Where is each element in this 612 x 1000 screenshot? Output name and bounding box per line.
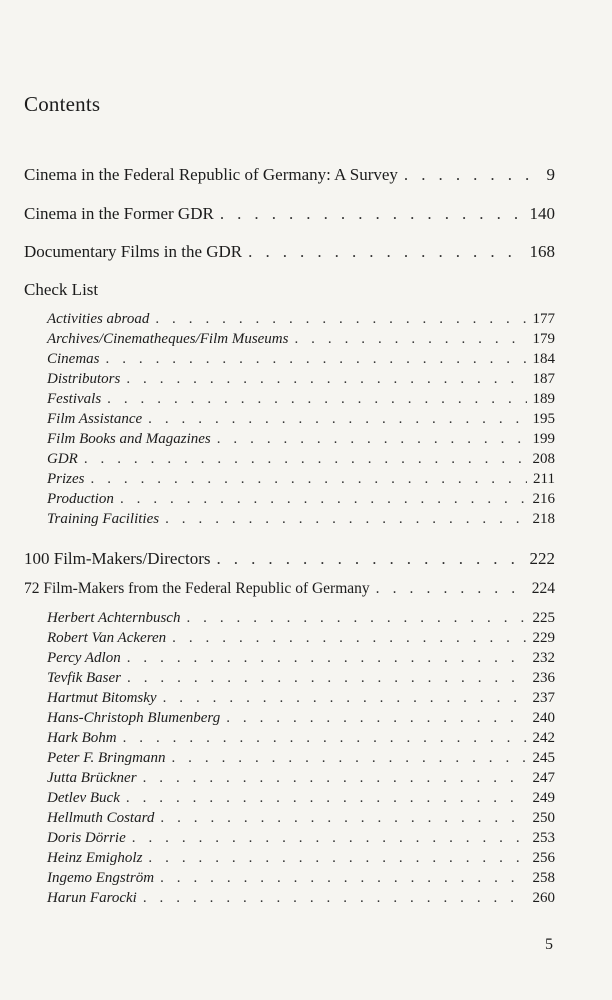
- toc-subentry: [47, 830, 555, 847]
- leader-dots: [123, 730, 527, 747]
- toc-entry-page: 224: [531, 580, 555, 597]
- toc-subentry: [47, 710, 555, 727]
- toc-subentry-title: Hark Bohm: [47, 730, 117, 746]
- toc-subentry-page: 229: [532, 630, 555, 646]
- toc-subentry-page: 245: [532, 750, 555, 766]
- toc-subentry-title: GDR: [47, 451, 78, 467]
- leader-dots: [220, 204, 524, 224]
- toc-subentry: [47, 331, 555, 348]
- leader-dots: [217, 549, 524, 569]
- toc-subentry-title: Production: [47, 491, 114, 507]
- leader-dots: [172, 630, 526, 647]
- toc-subentry-title: Heinz Emigholz: [47, 850, 143, 866]
- toc-subentry: [47, 690, 555, 707]
- toc-subentry-title: Doris Dörrie: [47, 830, 126, 846]
- toc-subentry-page: 216: [532, 491, 555, 507]
- toc-entry-page: 168: [529, 242, 555, 261]
- leader-dots: [126, 371, 526, 388]
- toc-subentry: [47, 411, 555, 428]
- leader-dots: [148, 850, 526, 867]
- toc-subentry: [47, 790, 555, 807]
- toc-entry: [24, 204, 555, 224]
- toc-entry: [24, 580, 555, 598]
- toc-entry: [24, 242, 555, 262]
- toc-subentry-page: 240: [532, 710, 555, 726]
- leader-dots: [404, 165, 541, 185]
- leader-dots: [127, 670, 526, 687]
- toc-subentry-page: 208: [532, 451, 555, 467]
- page-number: 5: [545, 936, 553, 953]
- toc-subentry-title: Prizes: [47, 471, 85, 487]
- toc-subentry: [47, 610, 555, 627]
- toc-subentry: [47, 650, 555, 667]
- leader-dots: [106, 351, 527, 368]
- toc-subentry: [47, 810, 555, 827]
- toc-subentry-page: 218: [532, 511, 555, 527]
- toc-subentry-page: 177: [532, 311, 555, 327]
- toc-entry: [24, 549, 555, 569]
- leader-dots: [163, 690, 527, 707]
- toc-subentry-title: Jutta Brückner: [47, 770, 137, 786]
- toc-entry-page: 140: [529, 204, 555, 223]
- toc-subentry: [47, 311, 555, 328]
- leader-dots: [132, 830, 527, 847]
- toc-subentry: [47, 770, 555, 787]
- toc-subentry-page: 249: [532, 790, 555, 806]
- leader-dots: [294, 331, 526, 348]
- toc-subentry: [47, 670, 555, 687]
- toc-subentry-page: 256: [532, 850, 555, 866]
- leader-dots: [148, 411, 526, 428]
- leader-dots: [226, 710, 526, 727]
- toc-subentry-page: 211: [533, 471, 555, 487]
- toc-subentry-page: 260: [532, 890, 555, 906]
- leader-dots: [171, 750, 526, 767]
- toc-subentry: [47, 431, 555, 448]
- toc-subentry-page: 247: [532, 770, 555, 786]
- toc-subentry-page: 189: [532, 391, 555, 407]
- toc-subentry: [47, 630, 555, 647]
- toc-subentry: [47, 850, 555, 867]
- toc-subentry: [47, 870, 555, 887]
- leader-dots: [186, 610, 526, 627]
- toc-subentry-page: 225: [532, 610, 555, 626]
- toc-subentry-title: Herbert Achternbusch: [47, 610, 181, 626]
- leader-dots: [217, 431, 527, 448]
- leader-dots: [127, 650, 527, 667]
- toc-subentry-page: 199: [532, 431, 555, 447]
- leader-dots: [84, 451, 527, 468]
- leader-dots: [160, 810, 526, 827]
- page-title: Contents: [24, 92, 101, 116]
- toc-entry: [24, 165, 555, 185]
- leader-dots: [107, 391, 526, 408]
- toc-subentry-title: Hans-Christoph Blumenberg: [47, 710, 221, 726]
- toc-subentry-title: Tevfik Baser: [47, 670, 122, 686]
- toc-entry-title: 100 Film-Makers/Directors: [24, 549, 211, 568]
- toc-subentry-page: 179: [532, 331, 555, 347]
- toc-subentry-page: 250: [532, 810, 555, 826]
- toc-entry-title: Cinema in the Federal Republic of Germany: A Survey: [24, 165, 398, 184]
- toc-subentry-page: 195: [532, 411, 555, 427]
- toc-subentry-title: Hellmuth Costard: [47, 810, 155, 826]
- toc-subentry-page: 253: [532, 830, 555, 846]
- toc-subentry-page: 187: [532, 371, 555, 387]
- toc-subentry-title: Ingemo Engström: [47, 870, 155, 886]
- toc-subentry: [47, 391, 555, 408]
- leader-dots: [376, 580, 526, 598]
- toc-subentry-title: Training Facilities: [47, 511, 160, 527]
- toc-subentry-title: Detlev Buck: [47, 790, 120, 806]
- toc-subentry-title: Festivals: [47, 391, 102, 407]
- leader-dots: [126, 790, 527, 807]
- toc-subentry: [47, 890, 555, 907]
- toc-subentry-page: 236: [532, 670, 555, 686]
- leader-dots: [91, 471, 528, 488]
- section-heading-check-list: Check List: [24, 280, 99, 299]
- toc-entry-title: Cinema in the Former GDR: [24, 204, 214, 223]
- leader-dots: [248, 242, 523, 262]
- toc-entry-page: 9: [546, 165, 555, 184]
- toc-subentry: [47, 451, 555, 468]
- toc-subentry-title: Film Assistance: [47, 411, 143, 427]
- leader-dots: [143, 770, 527, 787]
- toc-subentry-page: 237: [532, 690, 555, 706]
- toc-subentry-title: Film Books and Magazines: [47, 431, 211, 447]
- toc-entry-title: Documentary Films in the GDR: [24, 242, 243, 261]
- toc-subentry: [47, 511, 555, 528]
- toc-subentry-title: Activities abroad: [47, 311, 150, 327]
- toc-subentry-title: Percy Adlon: [47, 650, 121, 666]
- toc-subentry-title: Hartmut Bitomsky: [47, 690, 157, 706]
- toc-subentry: [47, 351, 555, 368]
- toc-subentry-title: Distributors: [47, 371, 121, 387]
- leader-dots: [143, 890, 527, 907]
- toc-subentry: [47, 491, 555, 508]
- leader-dots: [120, 491, 527, 508]
- toc-subentry: [47, 730, 555, 747]
- leader-dots: [165, 511, 526, 528]
- toc-subentry: [47, 371, 555, 388]
- toc-subentry-page: 258: [532, 870, 555, 886]
- toc-subentry: [47, 750, 555, 767]
- toc-entry-title: 72 Film-Makers from the Federal Republic of Germany: [24, 580, 370, 597]
- toc-entry-page: 222: [529, 549, 555, 568]
- toc-subentry-title: Robert Van Ackeren: [47, 630, 167, 646]
- toc-subentry: [47, 471, 555, 488]
- toc-subentry-page: 232: [532, 650, 555, 666]
- toc-subentry-title: Harun Farocki: [47, 890, 137, 906]
- leader-dots: [155, 311, 526, 328]
- leader-dots: [160, 870, 526, 887]
- toc-subentry-page: 184: [532, 351, 555, 367]
- toc-subentry-title: Archives/Cinematheques/Film Museums: [47, 331, 289, 347]
- toc-subentry-title: Peter F. Bringmann: [47, 750, 166, 766]
- toc-subentry-title: Cinemas: [47, 351, 100, 367]
- toc-subentry-page: 242: [532, 730, 555, 746]
